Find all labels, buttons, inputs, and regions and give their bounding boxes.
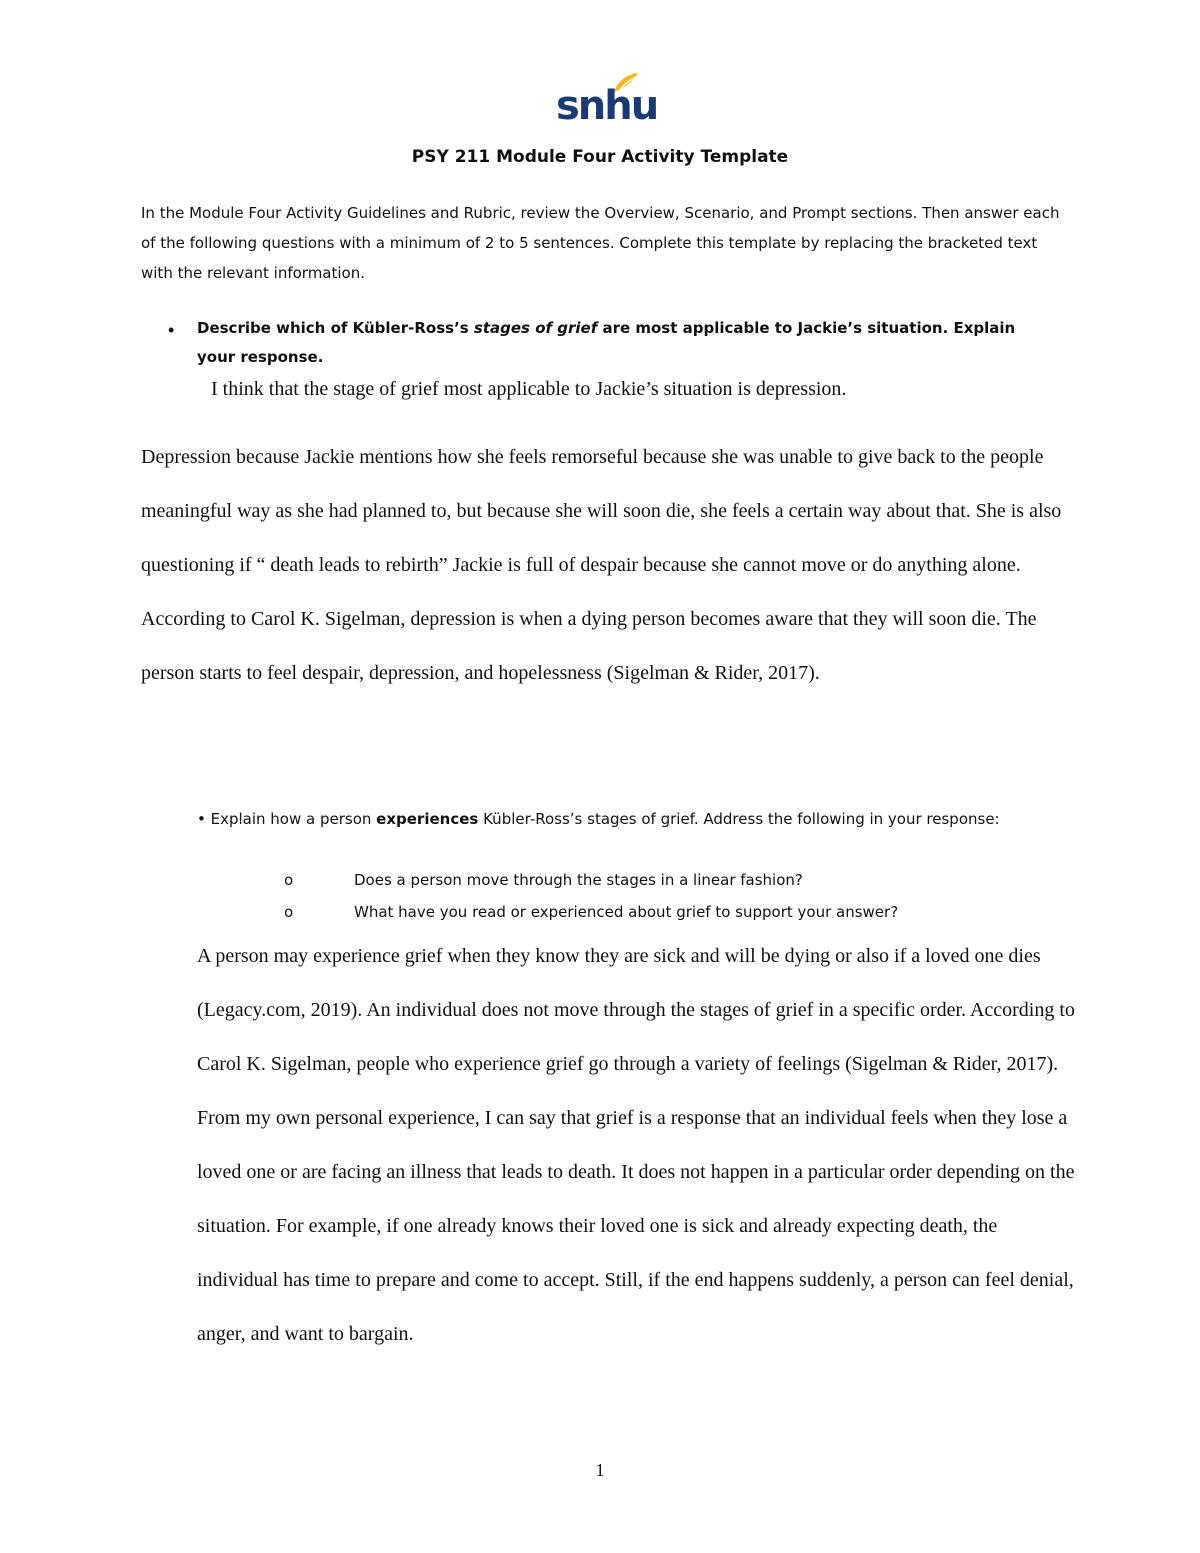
question-1-emphasis: stages of grief (473, 319, 598, 337)
sub-question-1-text: Does a person move through the stages in a linear fashion? (354, 871, 803, 889)
snhu-logo (552, 72, 658, 132)
sub-marker: o (284, 871, 294, 889)
question-2-part1: • Explain how a person (197, 810, 377, 828)
question-2-emphasis: experiences (376, 810, 479, 828)
sub-question-2-text: What have you read or experienced about grief to support your answer? (354, 903, 899, 921)
sub-question-2 (284, 898, 898, 926)
sub-marker: o (284, 903, 294, 921)
question-1 (197, 314, 1057, 372)
sub-question-1 (284, 866, 803, 894)
answer-2-body: A person may experience grief when they know they are sick and will be dying or also if a loved one dies (Legacy.com, 2019). An individual does not move through the stages of grief in a specific order. According to Carol K. Sigelman, people who experience grief go through a variety of feelings (Sigelman & Rider, 2017). From my own personal experience, I can say that grief is a response that an individual feels when they lose a loved one or are facing an illness that leads to death. It does not happen in a particular order depending on the situation. For example, if one already knows their loved one is sick and already expecting death, the individual has time to prepare and come to accept. Still, if the end happens suddenly, a person can feel denial, anger, and want to bargain. (197, 945, 1075, 1345)
question-1-part1: Describe which of Kübler-Ross’s (197, 319, 474, 337)
bullet-marker: • (168, 320, 175, 340)
question-2-part3: Kübler-Ross’s stages of grief. Address the following in your response: (478, 810, 1000, 828)
answer-1-body: Depression because Jackie mentions how she feels remorseful because she was unable to give back to the people meaningful way as she had planned to, but because she will soon die, she feels a certain way about that. She is also questioning if “ death leads to rebirth” Jackie is full of despair because she cannot move or do anything alone. According to Carol K. Sigelman, depression is when a dying person becomes aware that they will soon die. The person starts to feel despair, depression, and hopelessness (Sigelman & Rider, 2017). (141, 446, 1062, 684)
logo-text: snhu (556, 83, 658, 129)
intro-paragraph: In the Module Four Activity Guidelines and Rubric, review the Overview, Scenario, and Prompt sections. Then answer each of the following questions with a minimum of 2 to 5 sentences. Complete this template by replacing the bracketed text with the relevant information. (141, 204, 1060, 282)
page-number: 1 (595, 1460, 605, 1480)
question-1-part3: are most applicable to Jackie’s situation. Explain your response. (197, 319, 1016, 366)
question-2 (197, 804, 1047, 834)
page-title: PSY 211 Module Four Activity Template (411, 147, 789, 167)
answer-1-first-line: I think that the stage of grief most applicable to Jackie’s situation is depression. (211, 378, 847, 400)
